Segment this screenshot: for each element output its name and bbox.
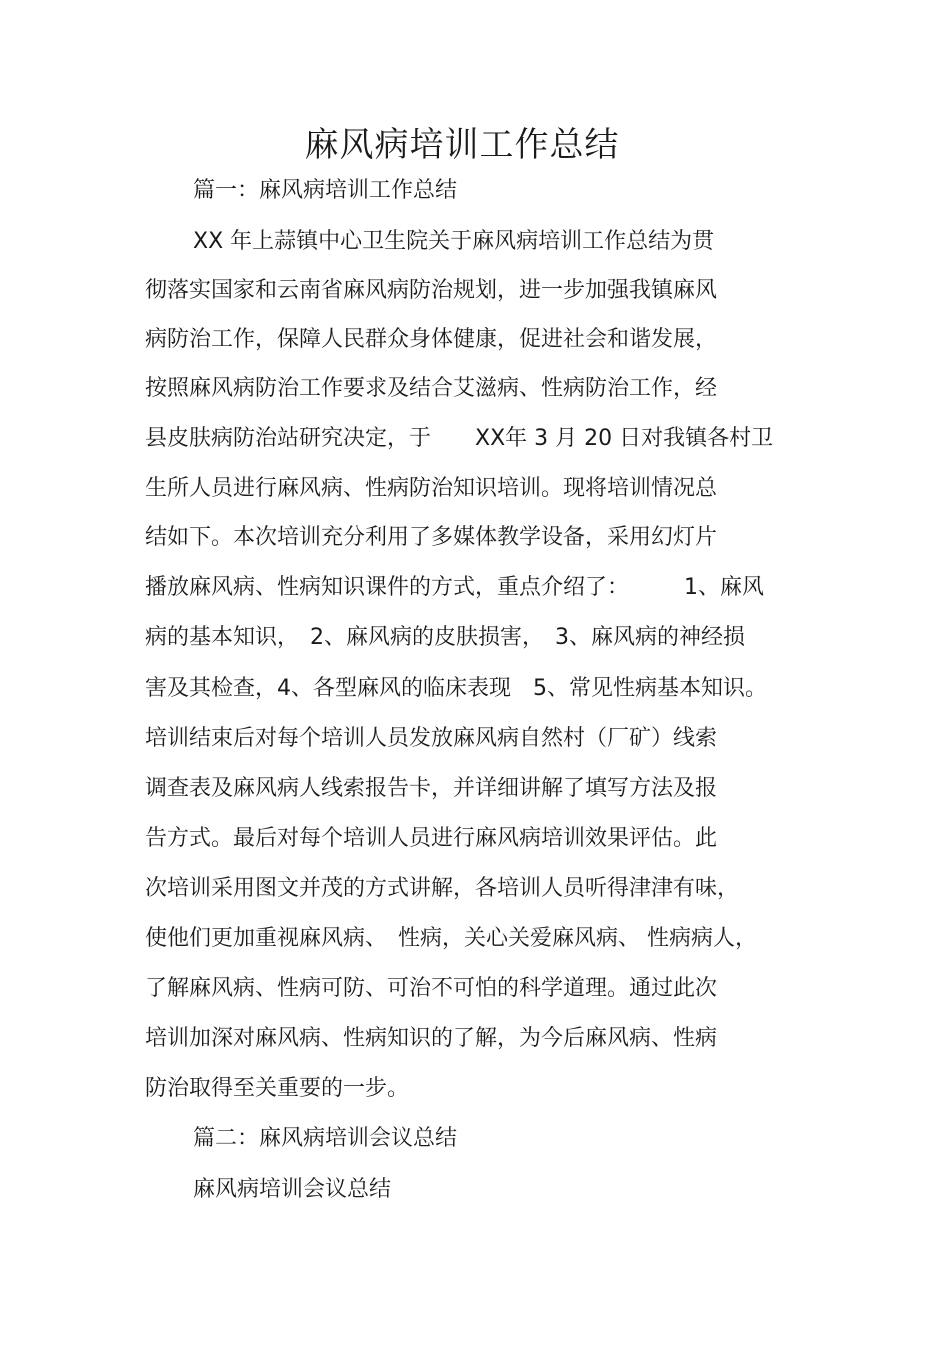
paragraph-line: 了解麻风病、性病可防、可治不可怕的科学道理。通过此次 (145, 976, 718, 1001)
paragraph-line: 播放麻风病、性病知识课件的方式，重点介绍了： 1、麻风 (145, 575, 764, 600)
paragraph-line: 防治取得至关重要的一步。 (145, 1076, 410, 1101)
paragraph-line: 害及其检查，4、各型麻风的临床表现 5、常见性病基本知识。 (145, 676, 767, 701)
paragraph-line: 次培训采用图文并茂的方式讲解，各培训人员听得津津有味， (145, 876, 740, 901)
document-title: 麻风病培训工作总结 (304, 125, 620, 165)
paragraph-line: 生所人员进行麻风病、性病防治知识培训。现将培训情况总 (145, 476, 718, 501)
section-heading-2: 篇二：麻风病培训会议总结 (193, 1126, 458, 1151)
paragraph-line: 培训结束后对每个培训人员发放麻风病自然村（厂矿）线索 (145, 726, 718, 751)
paragraph-line: 调查表及麻风病人线索报告卡，并详细讲解了填写方法及报 (145, 776, 718, 801)
section-heading-1: 篇一：麻风病培训工作总结 (193, 178, 458, 203)
paragraph-line: XX 年上蒜镇中心卫生院关于麻风病培训工作总结为贯 (193, 229, 715, 254)
paragraph-line: 彻落实国家和云南省麻风病防治规划，进一步加强我镇麻风 (145, 278, 718, 303)
section-heading-3: 麻风病培训会议总结 (193, 1177, 392, 1202)
paragraph-line: 按照麻风病防治工作要求及结合艾滋病、性病防治工作，经 (145, 376, 718, 401)
paragraph-line: 病的基本知识， 2、麻风病的皮肤损害， 3、麻风病的神经损 (145, 625, 745, 650)
paragraph-line: 结如下。本次培训充分利用了多媒体教学设备，采用幻灯片 (145, 525, 718, 550)
paragraph-line: 培训加深对麻风病、性病知识的了解，为今后麻风病、性病 (145, 1026, 718, 1051)
paragraph-line: 告方式。最后对每个培训人员进行麻风病培训效果评估。此 (145, 826, 718, 851)
paragraph-line: 病防治工作，保障人民群众身体健康，促进社会和谐发展， (145, 327, 718, 352)
paragraph-line: 县皮肤病防治站研究决定，于 XX年 3 月 20 日对我镇各村卫 (145, 426, 774, 451)
paragraph-line: 使他们更加重视麻风病、 性病，关心关爱麻风病、 性病病人， (145, 926, 757, 951)
